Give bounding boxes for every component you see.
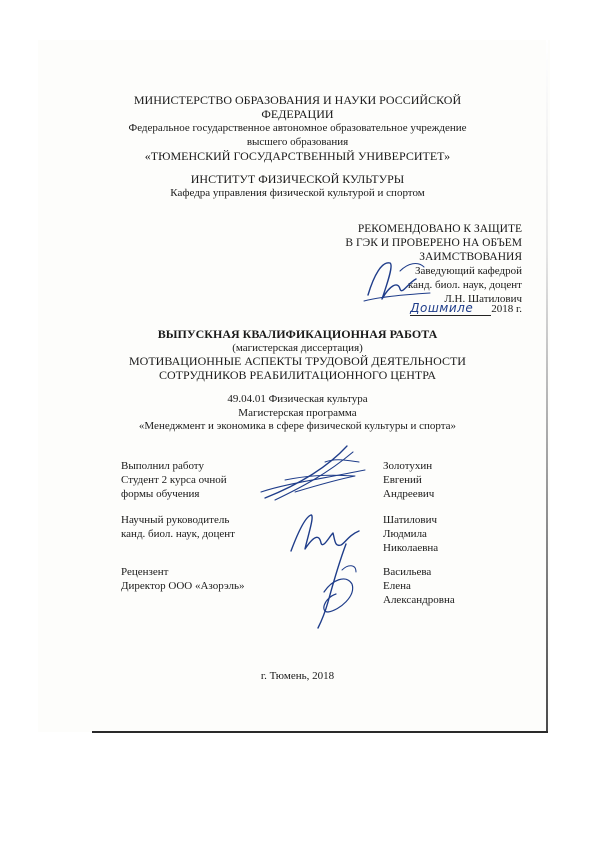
- student-line-3: формы обучения: [121, 488, 200, 500]
- head-degree: канд. биол. наук, доцент: [408, 279, 522, 291]
- student-line-1: Выполнил работу: [121, 460, 204, 472]
- university-name: «ТЮМЕНСКИЙ ГОСУДАРСТВЕННЫЙ УНИВЕРСИТЕТ»: [144, 149, 451, 163]
- reviewer-signature: [312, 540, 362, 632]
- thesis-title-line-1: МОТИВАЦИОННЫЕ АСПЕКТЫ ТРУДОВОЙ ДЕЯТЕЛЬНОСТИ: [129, 354, 466, 368]
- thesis-subtype: (магистерская диссертация): [232, 342, 363, 354]
- ministry-line-2: ФЕДЕРАЦИИ: [261, 107, 334, 121]
- reviewer-line-2: Директор ООО «Азорэль»: [121, 580, 245, 592]
- thesis-title-line-2: СОТРУДНИКОВ РЕАБИЛИТАЦИОННОГО ЦЕНТРА: [158, 368, 437, 382]
- head-signature: [360, 255, 440, 310]
- supervisor-line-2: канд. биол. наук, доцент: [121, 528, 235, 540]
- approval-line-1: РЕКОМЕНДОВАНО К ЗАЩИТЕ: [357, 223, 522, 235]
- supervisor-line-1: Научный руководитель: [121, 514, 230, 526]
- ministry-line-1: МИНИСТЕРСТВО ОБРАЗОВАНИЯ И НАУКИ РОССИЙСКОЙ: [133, 93, 462, 107]
- date-handwritten: Дошмиле: [410, 301, 491, 316]
- student-signature: [255, 440, 375, 510]
- specialty-code: 49.04.01 Физическая культура: [227, 393, 368, 405]
- supervisor-surname: Шатилович: [383, 514, 437, 526]
- reviewer-name: Елена: [383, 580, 411, 592]
- student-surname: Золотухин: [383, 460, 433, 472]
- head-name: Л.Н. Шатилович: [444, 293, 522, 305]
- supervisor-patronymic: Николаевна: [383, 542, 439, 554]
- institute-name: ИНСТИТУТ ФИЗИЧЕСКОЙ КУЛЬТУРЫ: [190, 172, 405, 186]
- head-title: Заведующий кафедрой: [415, 265, 522, 277]
- reviewer-surname: Васильева: [383, 566, 432, 578]
- program-name: «Менеджмент и экономика в сфере физической культуры и спорта»: [138, 420, 457, 432]
- student-line-2: Студент 2 курса очной: [121, 474, 227, 486]
- student-name: Евгений: [383, 474, 422, 486]
- approval-line-3: ЗАИМСТВОВАНИЯ: [419, 251, 522, 263]
- reviewer-patronymic: Александровна: [383, 594, 455, 606]
- place-and-year: г. Тюмень, 2018: [260, 670, 335, 682]
- date-suffix: 2018 г.: [491, 303, 522, 315]
- institution-line-1: Федеральное государственное автономное образовательное учреждение: [128, 122, 467, 134]
- student-patronymic: Андреевич: [383, 488, 435, 500]
- institution-line-2: высшего образования: [246, 136, 349, 148]
- thesis-type: ВЫПУСКНАЯ КВАЛИФИКАЦИОННАЯ РАБОТА: [157, 327, 438, 341]
- scan-bottom-edge: [92, 731, 548, 733]
- reviewer-line-1: Рецензент: [121, 566, 169, 578]
- supervisor-name: Людмила: [383, 528, 427, 540]
- department-name: Кафедра управления физической культурой и спортом: [170, 187, 425, 199]
- approval-line-2: В ГЭК И ПРОВЕРЕНО НА ОБЪЕМ: [345, 237, 522, 249]
- program-label: Магистерская программа: [238, 407, 357, 419]
